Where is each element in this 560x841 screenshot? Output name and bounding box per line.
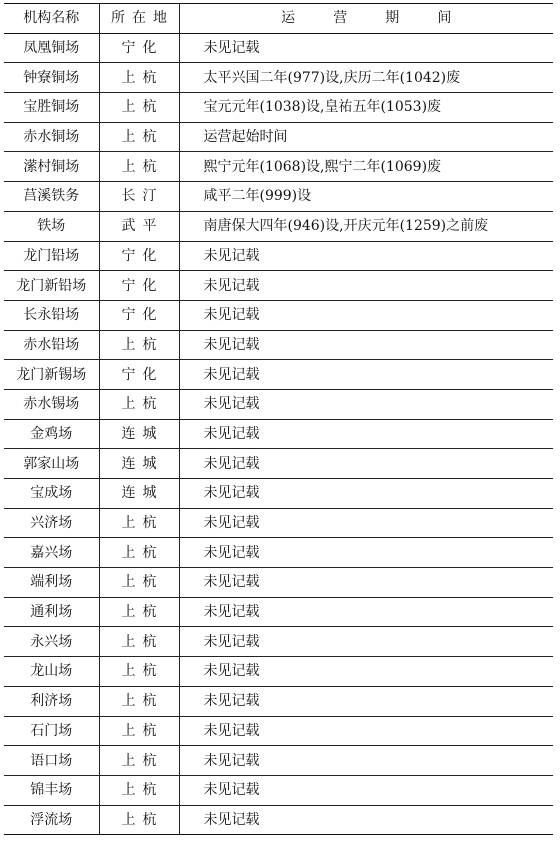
cell-location: 上杭 <box>99 508 179 538</box>
table-row <box>4 93 553 123</box>
cell-operating-period: 未见记载 <box>179 300 553 330</box>
table-row <box>4 568 553 598</box>
table-row <box>4 449 553 479</box>
cell-operating-period: 未见记载 <box>179 538 553 568</box>
cell-institution-name: 利济场 <box>4 686 99 716</box>
cell-operating-period: 未见记载 <box>179 775 553 805</box>
cell-institution-name: 通利场 <box>4 597 99 627</box>
table-row <box>4 597 553 627</box>
cell-operating-period: 熙宁元年(1068)设,熙宁二年(1069)废 <box>179 152 553 182</box>
cell-location: 连城 <box>99 479 179 509</box>
cell-institution-name: 宝胜铜场 <box>4 93 99 123</box>
cell-location: 连城 <box>99 449 179 479</box>
cell-operating-period: 未见记载 <box>179 805 553 835</box>
cell-institution-name: 赤水铜场 <box>4 122 99 152</box>
cell-location: 上杭 <box>99 152 179 182</box>
cell-institution-name: 端利场 <box>4 568 99 598</box>
cell-operating-period: 未见记载 <box>179 360 553 390</box>
table-row <box>4 330 553 360</box>
table-row <box>4 182 553 212</box>
cell-location: 上杭 <box>99 627 179 657</box>
cell-institution-name: 赤水铅场 <box>4 330 99 360</box>
cell-location: 宁化 <box>99 300 179 330</box>
cell-operating-period: 未见记载 <box>179 419 553 449</box>
cell-operating-period: 太平兴国二年(977)设,庆历二年(1042)废 <box>179 63 553 93</box>
cell-institution-name: 宝成场 <box>4 479 99 509</box>
cell-operating-period: 未见记载 <box>179 657 553 687</box>
cell-operating-period: 未见记载 <box>179 746 553 776</box>
cell-institution-name: 语口场 <box>4 746 99 776</box>
table-row <box>4 479 553 509</box>
table-row <box>4 33 553 63</box>
cell-institution-name: 龙门新铅场 <box>4 271 99 301</box>
cell-institution-name: 赤水锡场 <box>4 389 99 419</box>
table-row <box>4 360 553 390</box>
cell-operating-period: 宝元元年(1038)设,皇祐五年(1053)废 <box>179 93 553 123</box>
cell-institution-name: 锦丰场 <box>4 775 99 805</box>
cell-location: 上杭 <box>99 805 179 835</box>
cell-location: 上杭 <box>99 597 179 627</box>
table-row <box>4 746 553 776</box>
cell-location: 宁化 <box>99 241 179 271</box>
cell-location: 上杭 <box>99 746 179 776</box>
cell-location: 宁化 <box>99 33 179 63</box>
cell-operating-period: 未见记载 <box>179 33 553 63</box>
cell-operating-period: 未见记载 <box>179 449 553 479</box>
table-row <box>4 152 553 182</box>
cell-institution-name: 石门场 <box>4 716 99 746</box>
table-body <box>4 33 553 835</box>
cell-institution-name: 龙门铅场 <box>4 241 99 271</box>
table-row <box>4 775 553 805</box>
cell-location: 武平 <box>99 211 179 241</box>
table-row <box>4 63 553 93</box>
cell-operating-period: 未见记载 <box>179 686 553 716</box>
cell-location: 上杭 <box>99 122 179 152</box>
table-row <box>4 686 553 716</box>
cell-operating-period: 南唐保大四年(946)设,开庆元年(1259)之前废 <box>179 211 553 241</box>
cell-location: 上杭 <box>99 93 179 123</box>
table-row <box>4 211 553 241</box>
cell-institution-name: 潆村铜场 <box>4 152 99 182</box>
table-row <box>4 122 553 152</box>
table-header <box>4 4 553 34</box>
cell-institution-name: 永兴场 <box>4 627 99 657</box>
header-row <box>4 4 553 34</box>
cell-institution-name: 郭家山场 <box>4 449 99 479</box>
institution-table <box>4 3 553 835</box>
cell-institution-name: 莒溪铁务 <box>4 182 99 212</box>
cell-institution-name: 金鸡场 <box>4 419 99 449</box>
cell-operating-period: 未见记载 <box>179 597 553 627</box>
table-row <box>4 389 553 419</box>
cell-operating-period: 未见记载 <box>179 271 553 301</box>
cell-operating-period: 咸平二年(999)设 <box>179 182 553 212</box>
header-institution-name: 机构名称 <box>4 4 99 34</box>
cell-operating-period: 未见记载 <box>179 508 553 538</box>
cell-location: 上杭 <box>99 775 179 805</box>
table-row <box>4 538 553 568</box>
cell-location: 上杭 <box>99 657 179 687</box>
cell-institution-name: 兴济场 <box>4 508 99 538</box>
cell-institution-name: 龙门新锡场 <box>4 360 99 390</box>
table-row <box>4 627 553 657</box>
cell-location: 上杭 <box>99 686 179 716</box>
cell-institution-name: 铁场 <box>4 211 99 241</box>
table-row <box>4 716 553 746</box>
cell-location: 上杭 <box>99 538 179 568</box>
table-row <box>4 508 553 538</box>
table-row <box>4 241 553 271</box>
cell-institution-name: 长永铅场 <box>4 300 99 330</box>
table-row <box>4 271 553 301</box>
table-row <box>4 300 553 330</box>
table-row <box>4 657 553 687</box>
cell-institution-name: 浮流场 <box>4 805 99 835</box>
cell-location: 上杭 <box>99 330 179 360</box>
cell-institution-name: 龙山场 <box>4 657 99 687</box>
cell-operating-period: 未见记载 <box>179 241 553 271</box>
table-row <box>4 419 553 449</box>
cell-operating-period: 运营起始时间 <box>179 122 553 152</box>
header-location: 所在地 <box>99 4 179 34</box>
cell-institution-name: 钟寮铜场 <box>4 63 99 93</box>
cell-location: 上杭 <box>99 389 179 419</box>
cell-operating-period: 未见记载 <box>179 389 553 419</box>
cell-location: 上杭 <box>99 716 179 746</box>
cell-location: 上杭 <box>99 63 179 93</box>
cell-operating-period: 未见记载 <box>179 330 553 360</box>
header-operating-period: 运 营 期 间 <box>179 4 553 34</box>
cell-operating-period: 未见记载 <box>179 716 553 746</box>
cell-institution-name: 嘉兴场 <box>4 538 99 568</box>
cell-location: 连城 <box>99 419 179 449</box>
cell-institution-name: 凤凰铜场 <box>4 33 99 63</box>
cell-operating-period: 未见记载 <box>179 568 553 598</box>
cell-location: 长汀 <box>99 182 179 212</box>
cell-location: 宁化 <box>99 271 179 301</box>
cell-location: 上杭 <box>99 568 179 598</box>
cell-operating-period: 未见记载 <box>179 627 553 657</box>
cell-operating-period: 未见记载 <box>179 479 553 509</box>
table-row <box>4 805 553 835</box>
cell-location: 宁化 <box>99 360 179 390</box>
